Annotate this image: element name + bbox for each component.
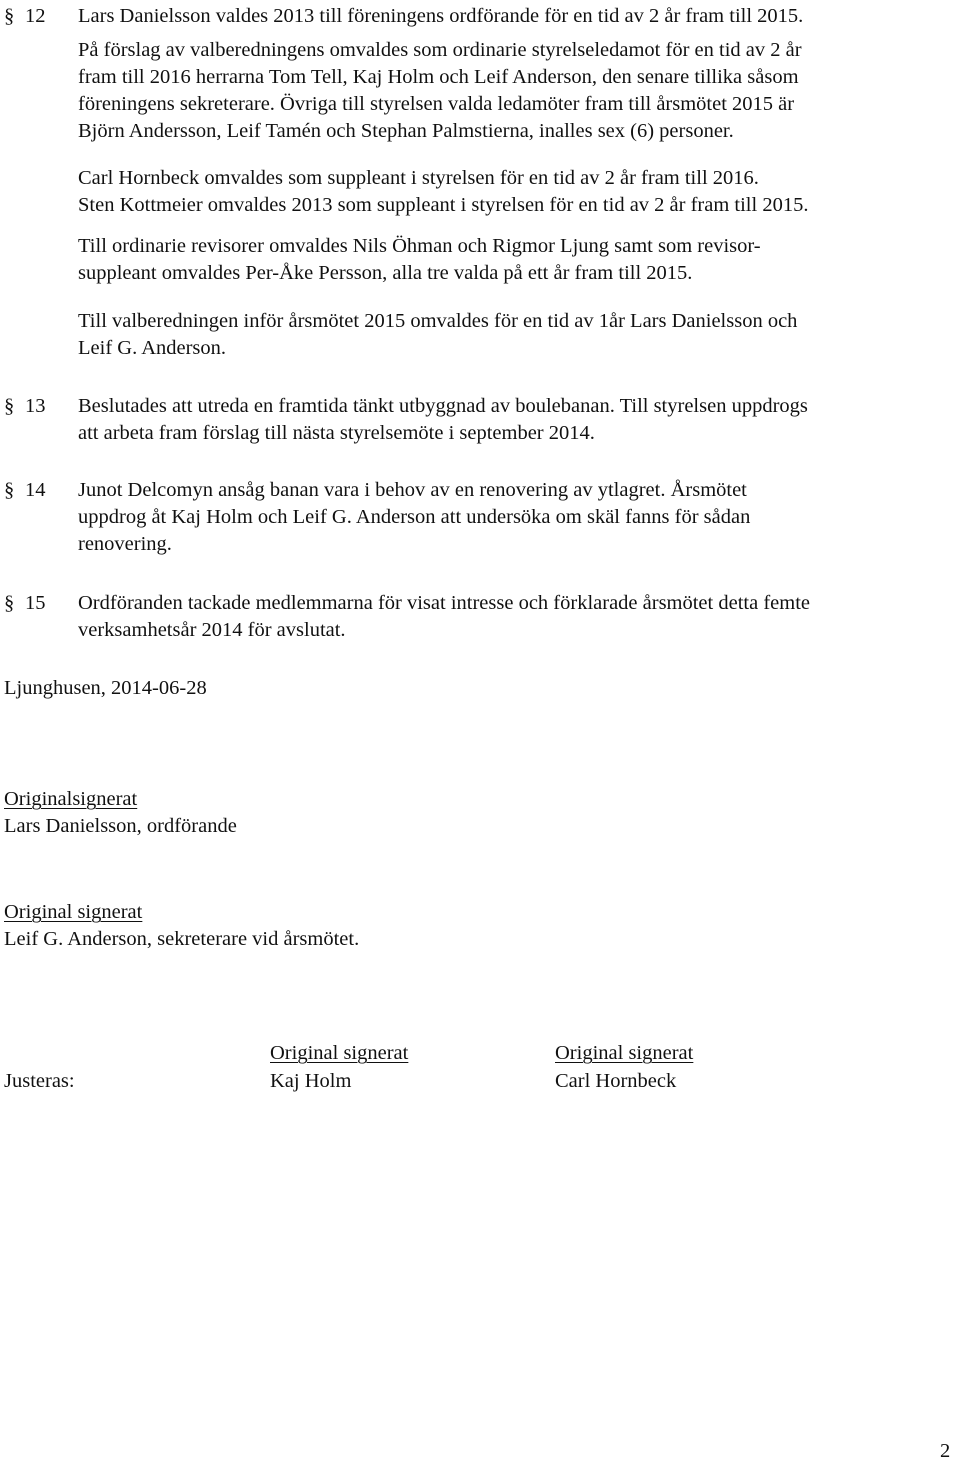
text-line: Junot Delcomyn ansåg banan vara i behov av en renovering av ytlagret. Årsmötet bbox=[78, 479, 747, 501]
text-line: Björn Andersson, Leif Tamén och Stephan Palmstierna, inalles sex (6) personer. bbox=[78, 120, 734, 142]
section-number: 13 bbox=[25, 395, 46, 417]
section-12-paragraph-2 bbox=[78, 37, 802, 145]
section-number: 15 bbox=[25, 592, 46, 614]
signature-label: Original signerat bbox=[555, 1042, 694, 1064]
signature-label: Original signerat bbox=[270, 1042, 409, 1064]
place-date: Ljunghusen, 2014-06-28 bbox=[4, 677, 207, 699]
text-line: uppdrog åt Kaj Holm och Leif G. Anderson att undersöka om skäl fanns för sådan bbox=[78, 506, 751, 528]
signatory-secretary: Leif G. Anderson, sekreterare vid årsmötet. bbox=[4, 928, 360, 950]
section-12-paragraph-1 bbox=[78, 3, 803, 30]
text-line: renovering. bbox=[78, 533, 172, 555]
section-symbol: § bbox=[4, 479, 15, 501]
section-14-paragraph bbox=[78, 477, 750, 558]
text-line: Leif G. Anderson. bbox=[78, 337, 227, 359]
text-line: Lars Danielsson valdes 2013 till föreningens ordförande för en tid av 2 år fram till 2015. bbox=[78, 5, 804, 27]
text-line: fram till 2016 herrarna Tom Tell, Kaj Holm och Leif Anderson, den senare tillika såsom bbox=[78, 66, 799, 88]
text-line: Carl Hornbeck omvaldes som suppleant i styrelsen för en tid av 2 år fram till 2016. bbox=[78, 167, 759, 189]
text-line: Till ordinarie revisorer omvaldes Nils Öhman och Rigmor Ljung samt som revisor- bbox=[78, 235, 761, 257]
section-number: 14 bbox=[25, 479, 46, 501]
section-number: 12 bbox=[25, 5, 46, 27]
section-12-paragraph-4 bbox=[78, 233, 761, 287]
text-line: suppleant omvaldes Per-Åke Persson, alla tre valda på ett år fram till 2015. bbox=[78, 262, 693, 284]
section-13-paragraph bbox=[78, 393, 808, 447]
signatory-chairman: Lars Danielsson, ordförande bbox=[4, 815, 237, 837]
text-line: Till valberedningen inför årsmötet 2015 omvaldes för en tid av 1år Lars Danielsson och bbox=[78, 310, 798, 332]
text-line: Sten Kottmeier omvaldes 2013 som suppleant i styrelsen för en tid av 2 år fram till 2015. bbox=[78, 194, 809, 216]
section-15-paragraph bbox=[78, 590, 810, 644]
signature-label: Original signerat bbox=[4, 901, 143, 923]
text-line: att arbeta fram förslag till nästa styrelsemöte i september 2014. bbox=[78, 422, 595, 444]
section-symbol: § bbox=[4, 395, 15, 417]
section-symbol: § bbox=[4, 592, 15, 614]
adjuster-name: Carl Hornbeck bbox=[555, 1070, 677, 1092]
section-12-paragraph-3 bbox=[78, 165, 808, 219]
adjusters-label: Justeras: bbox=[4, 1070, 75, 1092]
text-line: På förslag av valberedningens omvaldes som ordinarie styrelseledamot för en tid av 2 år bbox=[78, 39, 802, 61]
section-12-paragraph-5 bbox=[78, 308, 797, 362]
text-line: Ordföranden tackade medlemmarna för visat intresse och förklarade årsmötet detta femte bbox=[78, 592, 810, 614]
section-symbol: § bbox=[4, 5, 15, 27]
text-line: verksamhetsår 2014 för avslutat. bbox=[78, 619, 346, 641]
text-line: Beslutades att utreda en framtida tänkt utbyggnad av boulebanan. Till styrelsen uppdrogs bbox=[78, 395, 808, 417]
adjuster-name: Kaj Holm bbox=[270, 1070, 352, 1092]
page-number: 2 bbox=[940, 1440, 951, 1462]
text-line: föreningens sekreterare. Övriga till styrelsen valda ledamöter fram till årsmötet 2015 är bbox=[78, 93, 795, 115]
signature-label: Originalsignerat bbox=[4, 788, 138, 810]
